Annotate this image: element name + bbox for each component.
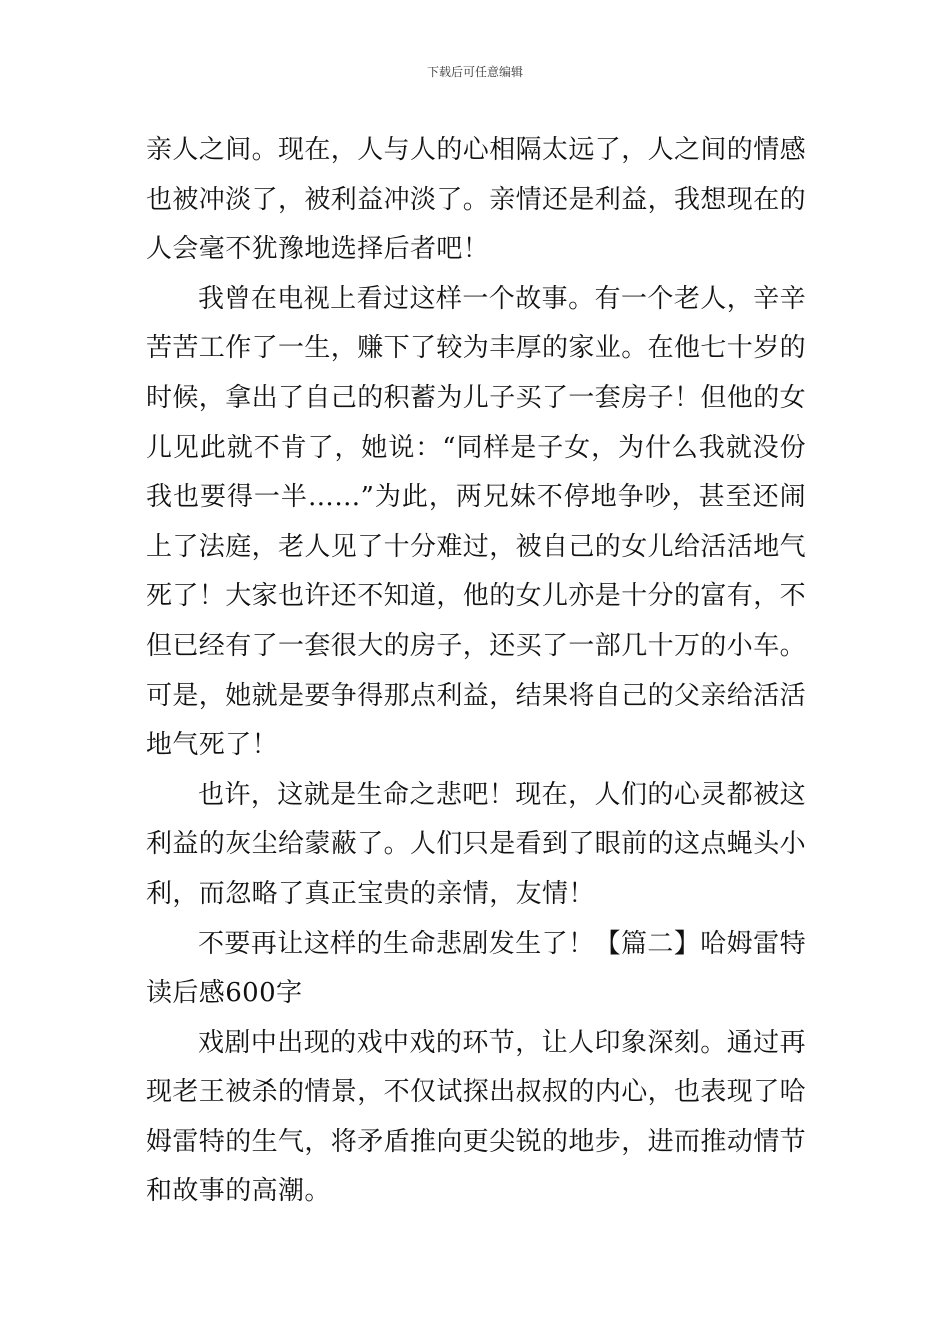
text-line: 人会毫不犹豫地选择后者吧！ [146, 234, 490, 265]
text-line: 可是，她就是要争得那点利益，结果将自己的父亲给活活 [146, 680, 807, 711]
text-line: 不要再让这样的生命悲剧发生了！【篇二】哈姆雷特 [198, 928, 806, 959]
text-line: 苦苦工作了一生，赚下了较为丰厚的家业。在他七十岁的 [146, 333, 807, 364]
text-line: 儿见此就不肯了，她说：“同样是子女，为什么我就没份 [146, 432, 806, 463]
text-line: 死了！大家也许还不知道，他的女儿亦是十分的富有，不 [146, 581, 807, 612]
text-line: 我也要得一半……”为此，两兄妹不停地争吵，甚至还闹 [146, 482, 806, 513]
page-header-note: 下载后可任意编辑 [426, 65, 523, 79]
text-line: 读后感600字 [146, 978, 303, 1009]
text-line: 时候，拿出了自己的积蓄为儿子买了一套房子！但他的女 [146, 382, 807, 413]
text-line: 我曾在电视上看过这样一个故事。有一个老人，辛辛 [198, 283, 806, 314]
text-line: 也被冲淡了，被利益冲淡了。亲情还是利益，我想现在的 [146, 184, 807, 215]
text-line: 和故事的高潮。 [146, 1176, 331, 1207]
text-line: 亲人之间。现在，人与人的心相隔太远了，人之间的情感 [146, 135, 807, 165]
document-body [146, 126, 806, 1217]
text-line: 现老王被杀的情景，不仅试探出叔叔的内心，也表现了哈 [146, 1077, 807, 1108]
text-line: 利，而忽略了真正宝贵的亲情，友情！ [146, 878, 595, 909]
text-line: 也许，这就是生命之悲吧！现在，人们的心灵都被这 [198, 779, 806, 810]
text-line: 姆雷特的生气，将矛盾推向更尖锐的地步，进而推动情节 [146, 1126, 807, 1157]
text-line: 但已经有了一套很大的房子，还买了一部几十万的小车。 [146, 630, 807, 661]
text-line: 地气死了！ [146, 730, 279, 761]
text-line: 利益的灰尘给蒙蔽了。人们只是看到了眼前的这点蝇头小 [146, 829, 807, 860]
text-line: 戏剧中出现的戏中戏的环节，让人印象深刻。通过再 [198, 1027, 806, 1058]
text-line: 上了法庭，老人见了十分难过，被自己的女儿给活活地气 [146, 531, 807, 562]
